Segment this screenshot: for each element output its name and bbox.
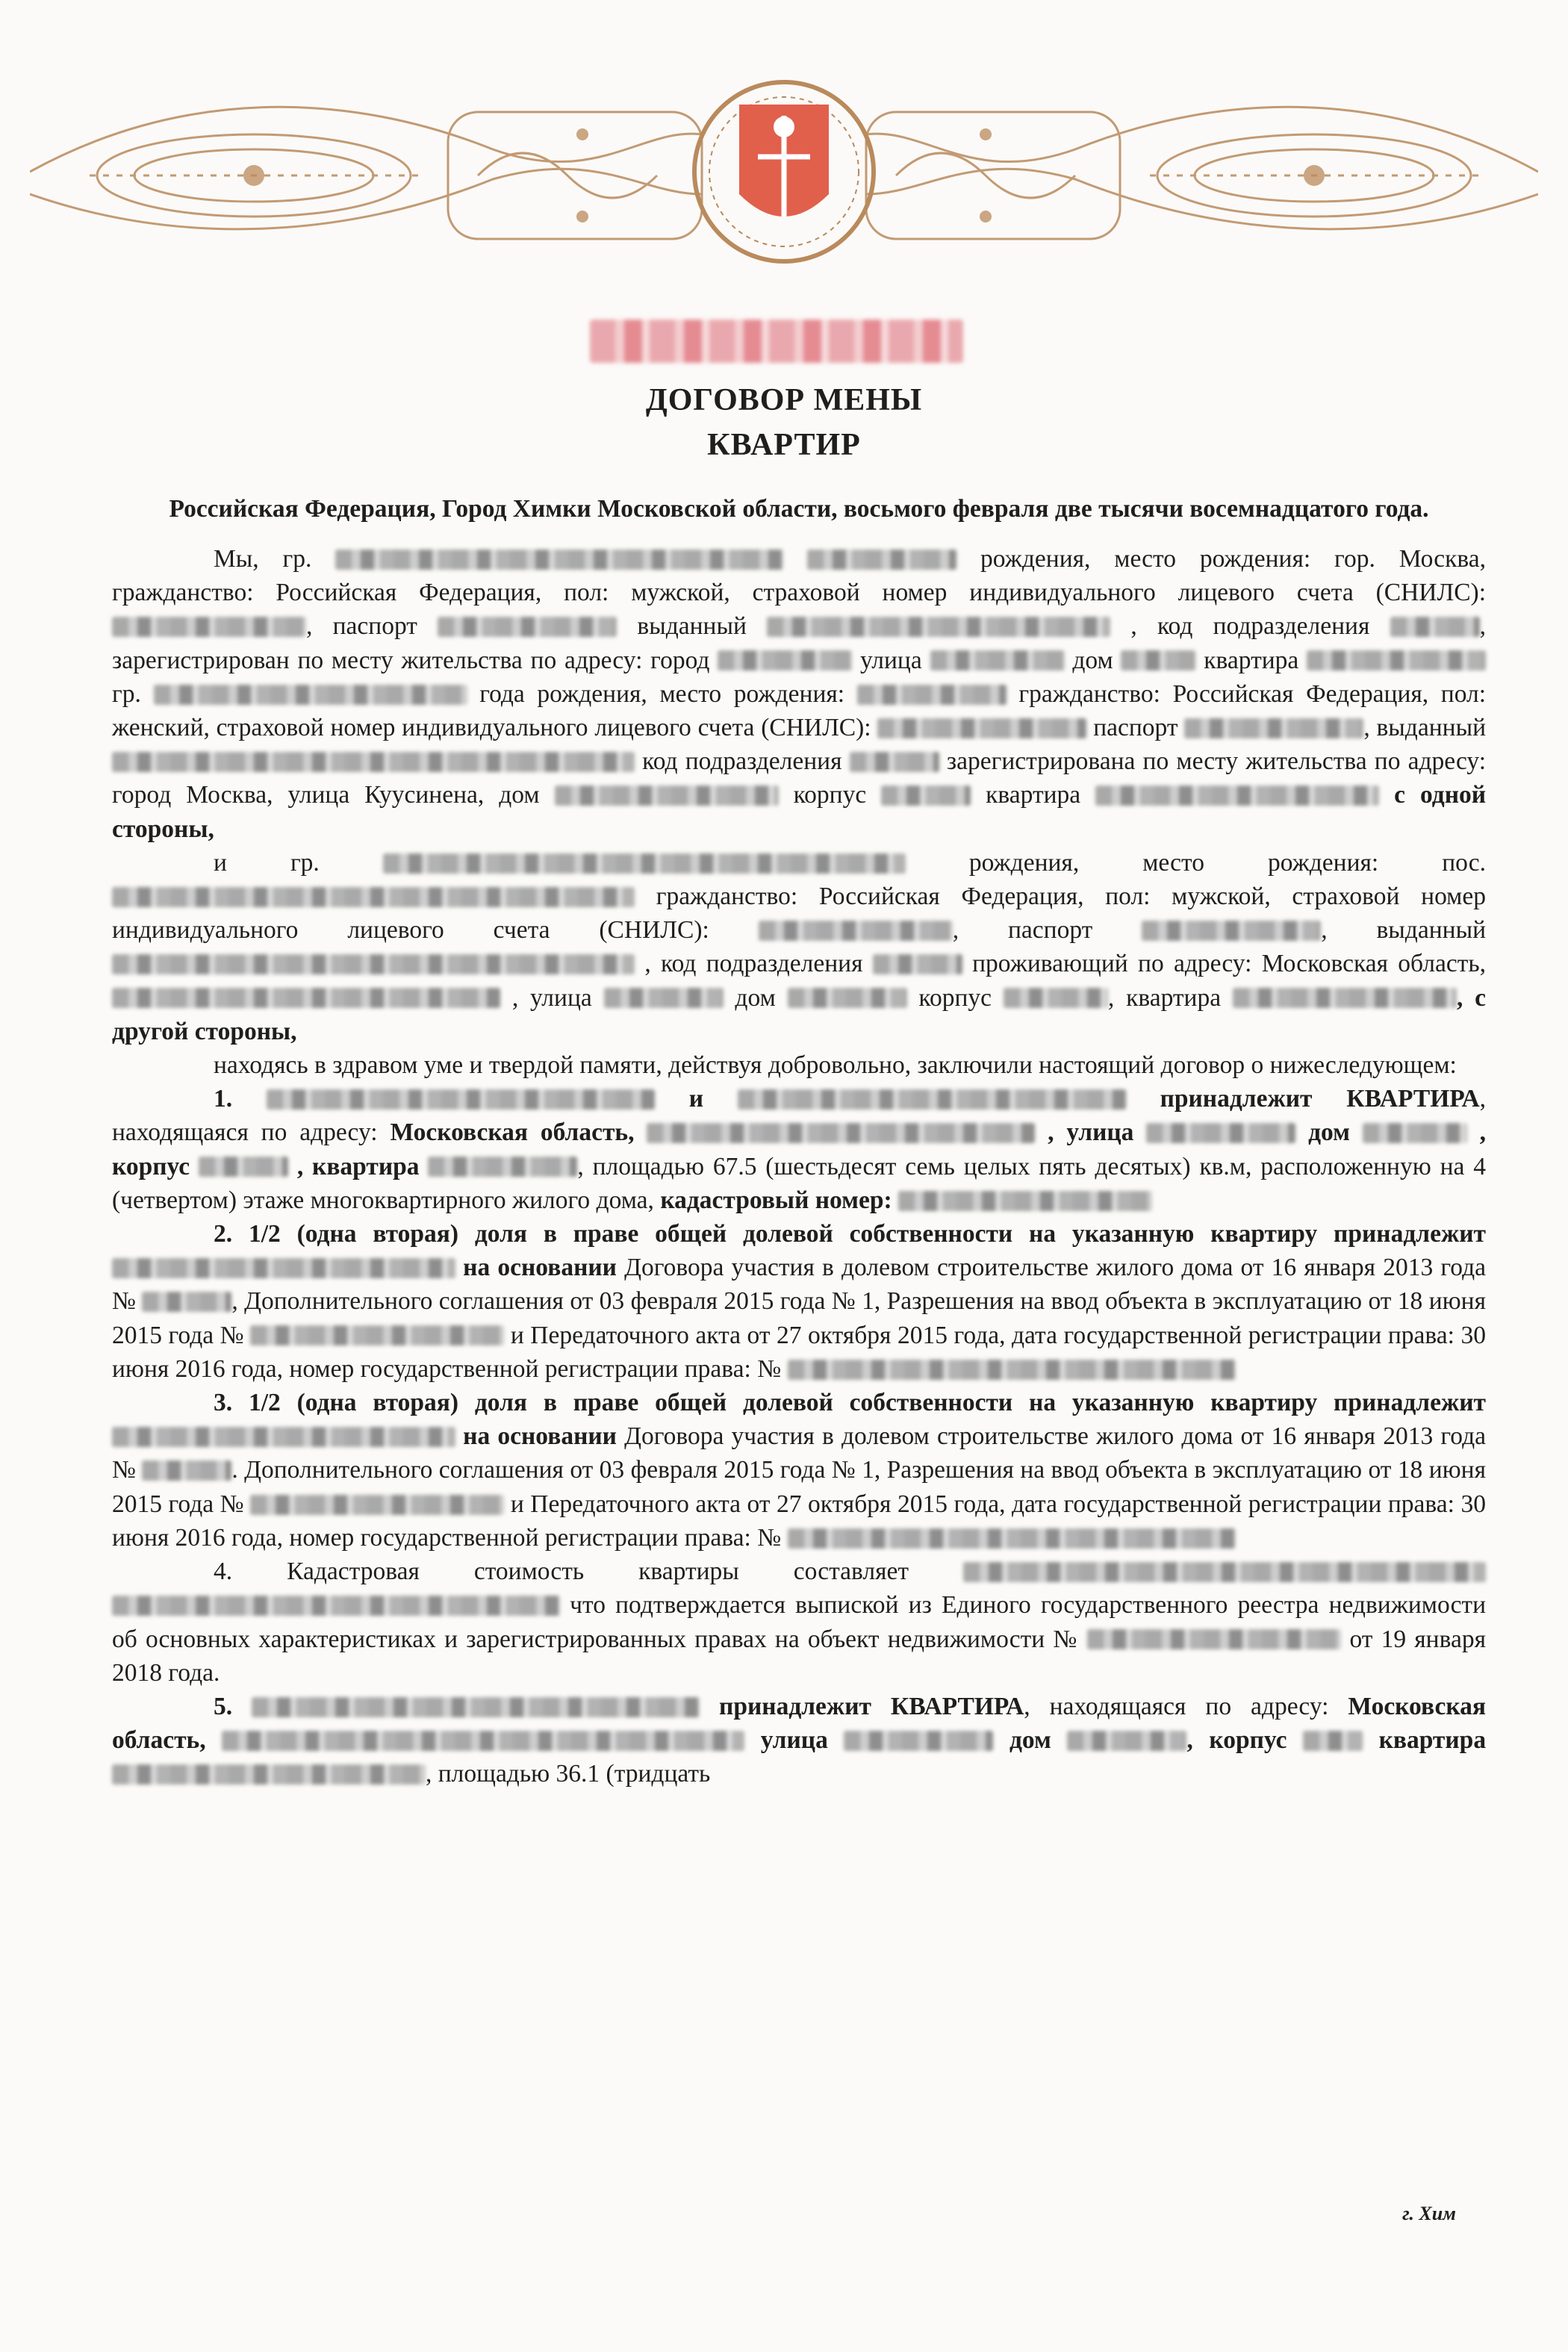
decorative-header-ornament [30,45,1538,269]
seal-emblem-icon [739,105,829,217]
clause-4: 4. Кадастровая стоимость квартиры составляет что подтверждается выпиской из Единого государственного реестра недвижимости об основных характеристиках и зарегистрированных правах на объект недвижимости № от 19 января 2018 года. [112,1558,1487,1687]
clause-1: 1. и принадлежит КВАРТИРА, находящаяся по адресу: Московская область, , улица дом , корпус , квартира , площадью 67.5 (шестьдесят семь целых пять десятых) кв.м, расположенную на 4 (четвертом) этаже многоквартирного жилого дома, кадастровый номер: [112,1085,1487,1214]
footer-stamp-text: г. Хим [1402,2203,1456,2224]
clause-2: 2. 1/2 (одна вторая) доля в праве общей долевой собственности на указанную квартиру принадлежит на основании Договора участия в долевом строительстве жилого дома от 16 января 2013 года № , Дополнительного соглашения от 03 февраля 2015 года № 1, Разрешения на ввод объекта в эксплуатацию от 18 июня 2015 года № и Передаточного акта от 27 октября 2015 года, дата государственной регистрации права: 30 июня 2016 года, номер государственной регистрации права: № [112,1220,1487,1383]
clause-3: 3. 1/2 (одна вторая) доля в праве общей долевой собственности на указанную квартиру принадлежит на основании Договора участия в долевом строительстве жилого дома от 16 января 2013 года № . Дополнительного соглашения от 03 февраля 2015 года № 1, Разрешения на ввод объекта в эксплуатацию от 18 июня 2015 года № и Передаточного акта от 27 октября 2015 года, дата государственной регистрации права: 30 июня 2016 года, номер государственной регистрации права: № [112,1389,1487,1552]
agreement-intro-paragraph: находясь в здравом уме и твердой памяти, действуя добровольно, заключили настоящий договор о нижеследующем: [214,1051,1457,1080]
document-body [112,493,1486,1791]
party-two-paragraph: и гр. рождения, место рождения: пос. гражданство: Российская Федерация, пол: мужской, страховой номер индивидуального лицевого счета (СНИЛС): , паспорт , выданный , код подразделения проживающий по адресу: Московская область, , улица дом корпус , квартира , с другой стороны, [112,848,1487,1045]
serial-number-redacted [590,320,963,363]
party-one-paragraph: Мы, гр. рождения, место рождения: гор. Москва, гражданство: Российская Федерация, пол: мужской, страховой номер индивидуального лицевого счета (СНИЛС): , паспорт выданный , код подразделения , зарегистрирован по месту жительства по адресу: город улица дом квартира гр. года рождения, место рождения: гражданство: Российская Федерация, пол: женский, страховой номер индивидуального лицевого счета (СНИЛС): паспорт , выданный код подразделения зарегистрирована по месту жительства по адресу: город Москва, улица Куусинена, дом корпус квартира с одной стороны, [112,545,1487,843]
place-date-line: Российская Федерация, Город Химки Московской области, восьмого февраля две тысячи восемнадцатого года. [169,495,1429,523]
clause-5: 5. принадлежит КВАРТИРА, находящаяся по адресу: Московская область, улица дом , корпус квартира , площадью 36.1 (тридцать [112,1692,1487,1788]
document-title: ДОГОВОР МЕНЫ [645,383,923,417]
document-title-line2: КВАРТИР [707,428,861,462]
